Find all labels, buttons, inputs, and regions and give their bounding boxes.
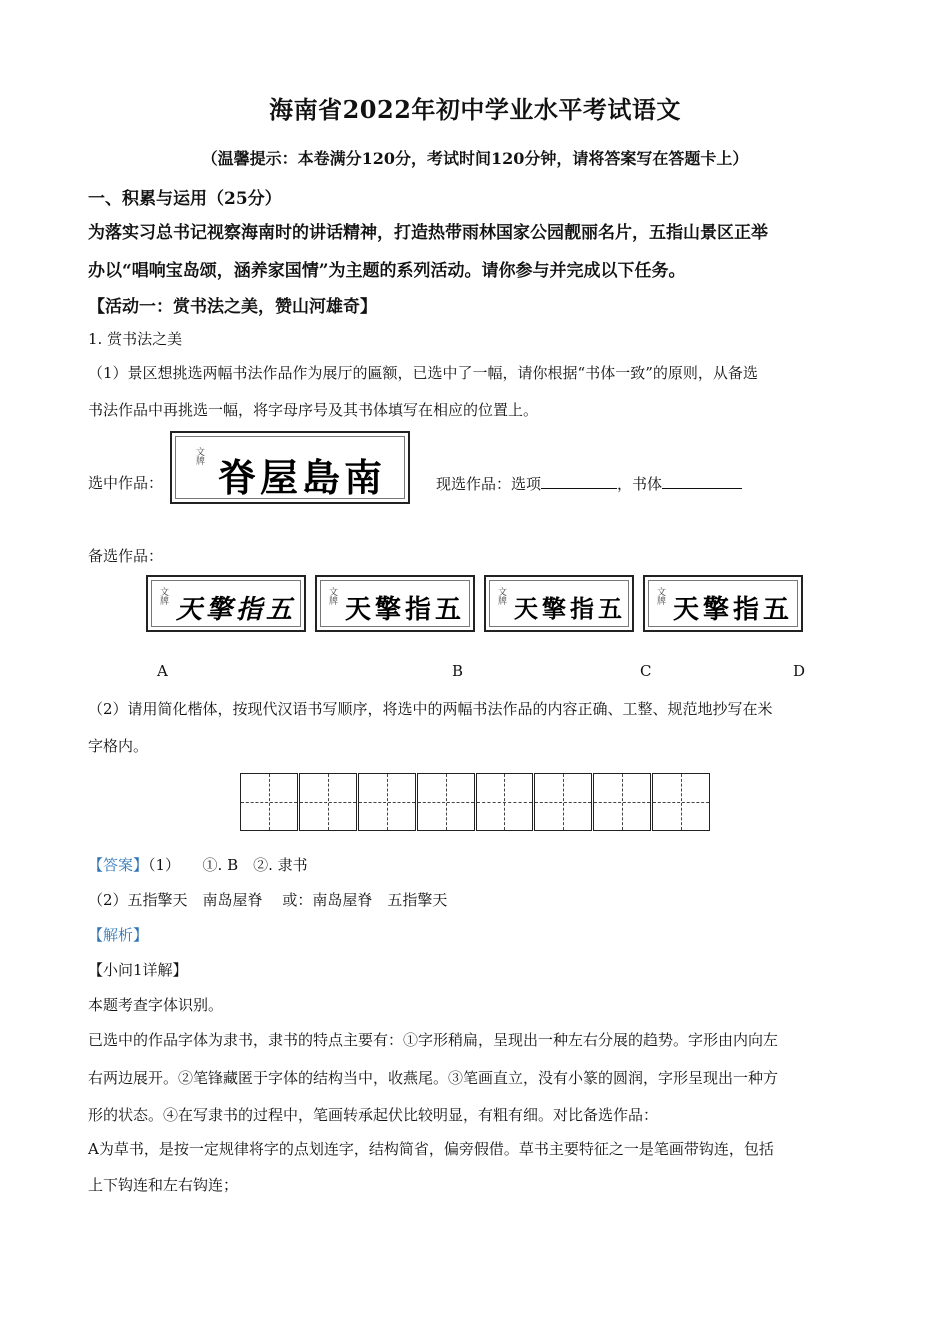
activity-heading: 【活动一：赏书法之美，赞山河雄奇】 xyxy=(88,297,377,317)
calligraphy-text: 天擎指五 xyxy=(176,595,297,625)
question-1-2-line-2: 字格内。 xyxy=(88,737,149,755)
subquestion-tag: 【小问1详解】 xyxy=(88,961,188,979)
section-heading: 一、积累与运用（25分） xyxy=(88,189,282,209)
grid-cell[interactable] xyxy=(299,773,357,831)
style-blank[interactable] xyxy=(662,472,742,489)
question-1-2-line-1: （2）请用简化楷体，按现代汉语书写顺序，将选中的两幅书法作品的内容正确、工整、规范地抄写在米 xyxy=(88,700,773,718)
alt-label: 备选作品： xyxy=(88,547,164,565)
question-1: 1. 赏书法之美 xyxy=(88,330,183,348)
style-label: ，书体 xyxy=(617,475,663,493)
grid-cell[interactable] xyxy=(652,773,710,831)
answer-part-1: （1） ①. B ②. 隶书 xyxy=(148,856,308,874)
calligraphy-text: 天擎指五 xyxy=(345,595,466,625)
question-1-1-line-2: 书法作品中再挑选一幅，将字母序号及其书体填写在相应的位置上。 xyxy=(88,401,539,419)
seal-mark: 文牌 xyxy=(655,587,665,605)
grid-cell[interactable] xyxy=(417,773,475,831)
current-selection xyxy=(436,472,742,494)
alt-work-a xyxy=(146,575,306,632)
explanation-1: 本题考查字体识别。 xyxy=(88,996,224,1014)
option-blank[interactable] xyxy=(541,472,617,489)
page-title: 海南省2022年初中学业水平考试语文 xyxy=(269,95,681,124)
seal-mark: 文牌 xyxy=(194,447,204,465)
explanation-2-line-3: 形的状态。④在写隶书的过程中，笔画转承起伏比较明显，有粗有细。对比备选作品： xyxy=(88,1106,659,1124)
selected-label: 选中作品： xyxy=(88,474,164,492)
seal-mark: 文牌 xyxy=(158,587,168,605)
option-label: 现选作品：选项 xyxy=(436,475,542,493)
explanation-3-line-1: A为草书，是按一定规律将字的点划连字，结构简省，偏旁假借。草书主要特征之一是笔画带钩连，包括 xyxy=(88,1140,774,1158)
analysis-tag: 【解析】 xyxy=(88,926,149,944)
calligraphy-text: 脊屋島南 xyxy=(218,456,387,500)
answer-part-2: （2）五指擎天 南岛屋脊 或：南岛屋脊 五指擎天 xyxy=(88,891,448,909)
alt-work-b xyxy=(315,575,475,632)
seal-mark: 文牌 xyxy=(327,587,337,605)
alt-letter-a: A xyxy=(157,662,168,680)
calligraphy-text: 天擎指五 xyxy=(673,595,794,625)
alt-letter-d: D xyxy=(793,662,806,680)
alt-letter-c: C xyxy=(640,662,652,680)
grid-cell[interactable] xyxy=(476,773,534,831)
grid-cell[interactable] xyxy=(534,773,592,831)
selected-calligraphy xyxy=(170,431,410,504)
seal-mark: 文牌 xyxy=(496,587,506,605)
grid-cell[interactable] xyxy=(240,773,298,831)
explanation-2-line-1: 已选中的作品字体为隶书，隶书的特点主要有：①字形稍扁，呈现出一种左右分展的趋势。字形由内向左 xyxy=(88,1031,779,1049)
answer-tag: 【答案】 xyxy=(88,856,149,874)
grid-cell[interactable] xyxy=(593,773,651,831)
intro-line-2: 办以“唱响宝岛颂，涵养家国情”为主题的系列活动。请你参与并完成以下任务。 xyxy=(88,261,686,281)
explanation-2-line-2: 右两边展开。②笔锋藏匿于字体的结构当中，收燕尾。③笔画直立，没有小篆的圆润，字形呈现出一种方 xyxy=(88,1069,779,1087)
alt-work-d xyxy=(643,575,803,632)
grid-cell[interactable] xyxy=(358,773,416,831)
explanation-3-line-2: 上下钩连和左右钩连； xyxy=(88,1176,239,1194)
question-1-1-line-1: （1）景区想挑选两幅书法作品作为展厅的匾额，已选中了一幅，请你根据“书体一致”的原则，从备选 xyxy=(88,364,758,382)
calligraphy-text: 天擎指五 xyxy=(514,595,626,623)
exam-tip: （温馨提示：本卷满分120分，考试时间120分钟，请将答案写在答题卡上） xyxy=(201,149,749,168)
answer-line-1 xyxy=(88,854,308,875)
intro-line-1: 为落实习总书记视察海南时的讲话精神，打造热带雨林国家公园靓丽名片，五指山景区正举 xyxy=(88,223,768,243)
alt-letter-b: B xyxy=(452,662,464,680)
writing-grid[interactable] xyxy=(240,773,710,831)
alt-work-c xyxy=(484,575,634,632)
